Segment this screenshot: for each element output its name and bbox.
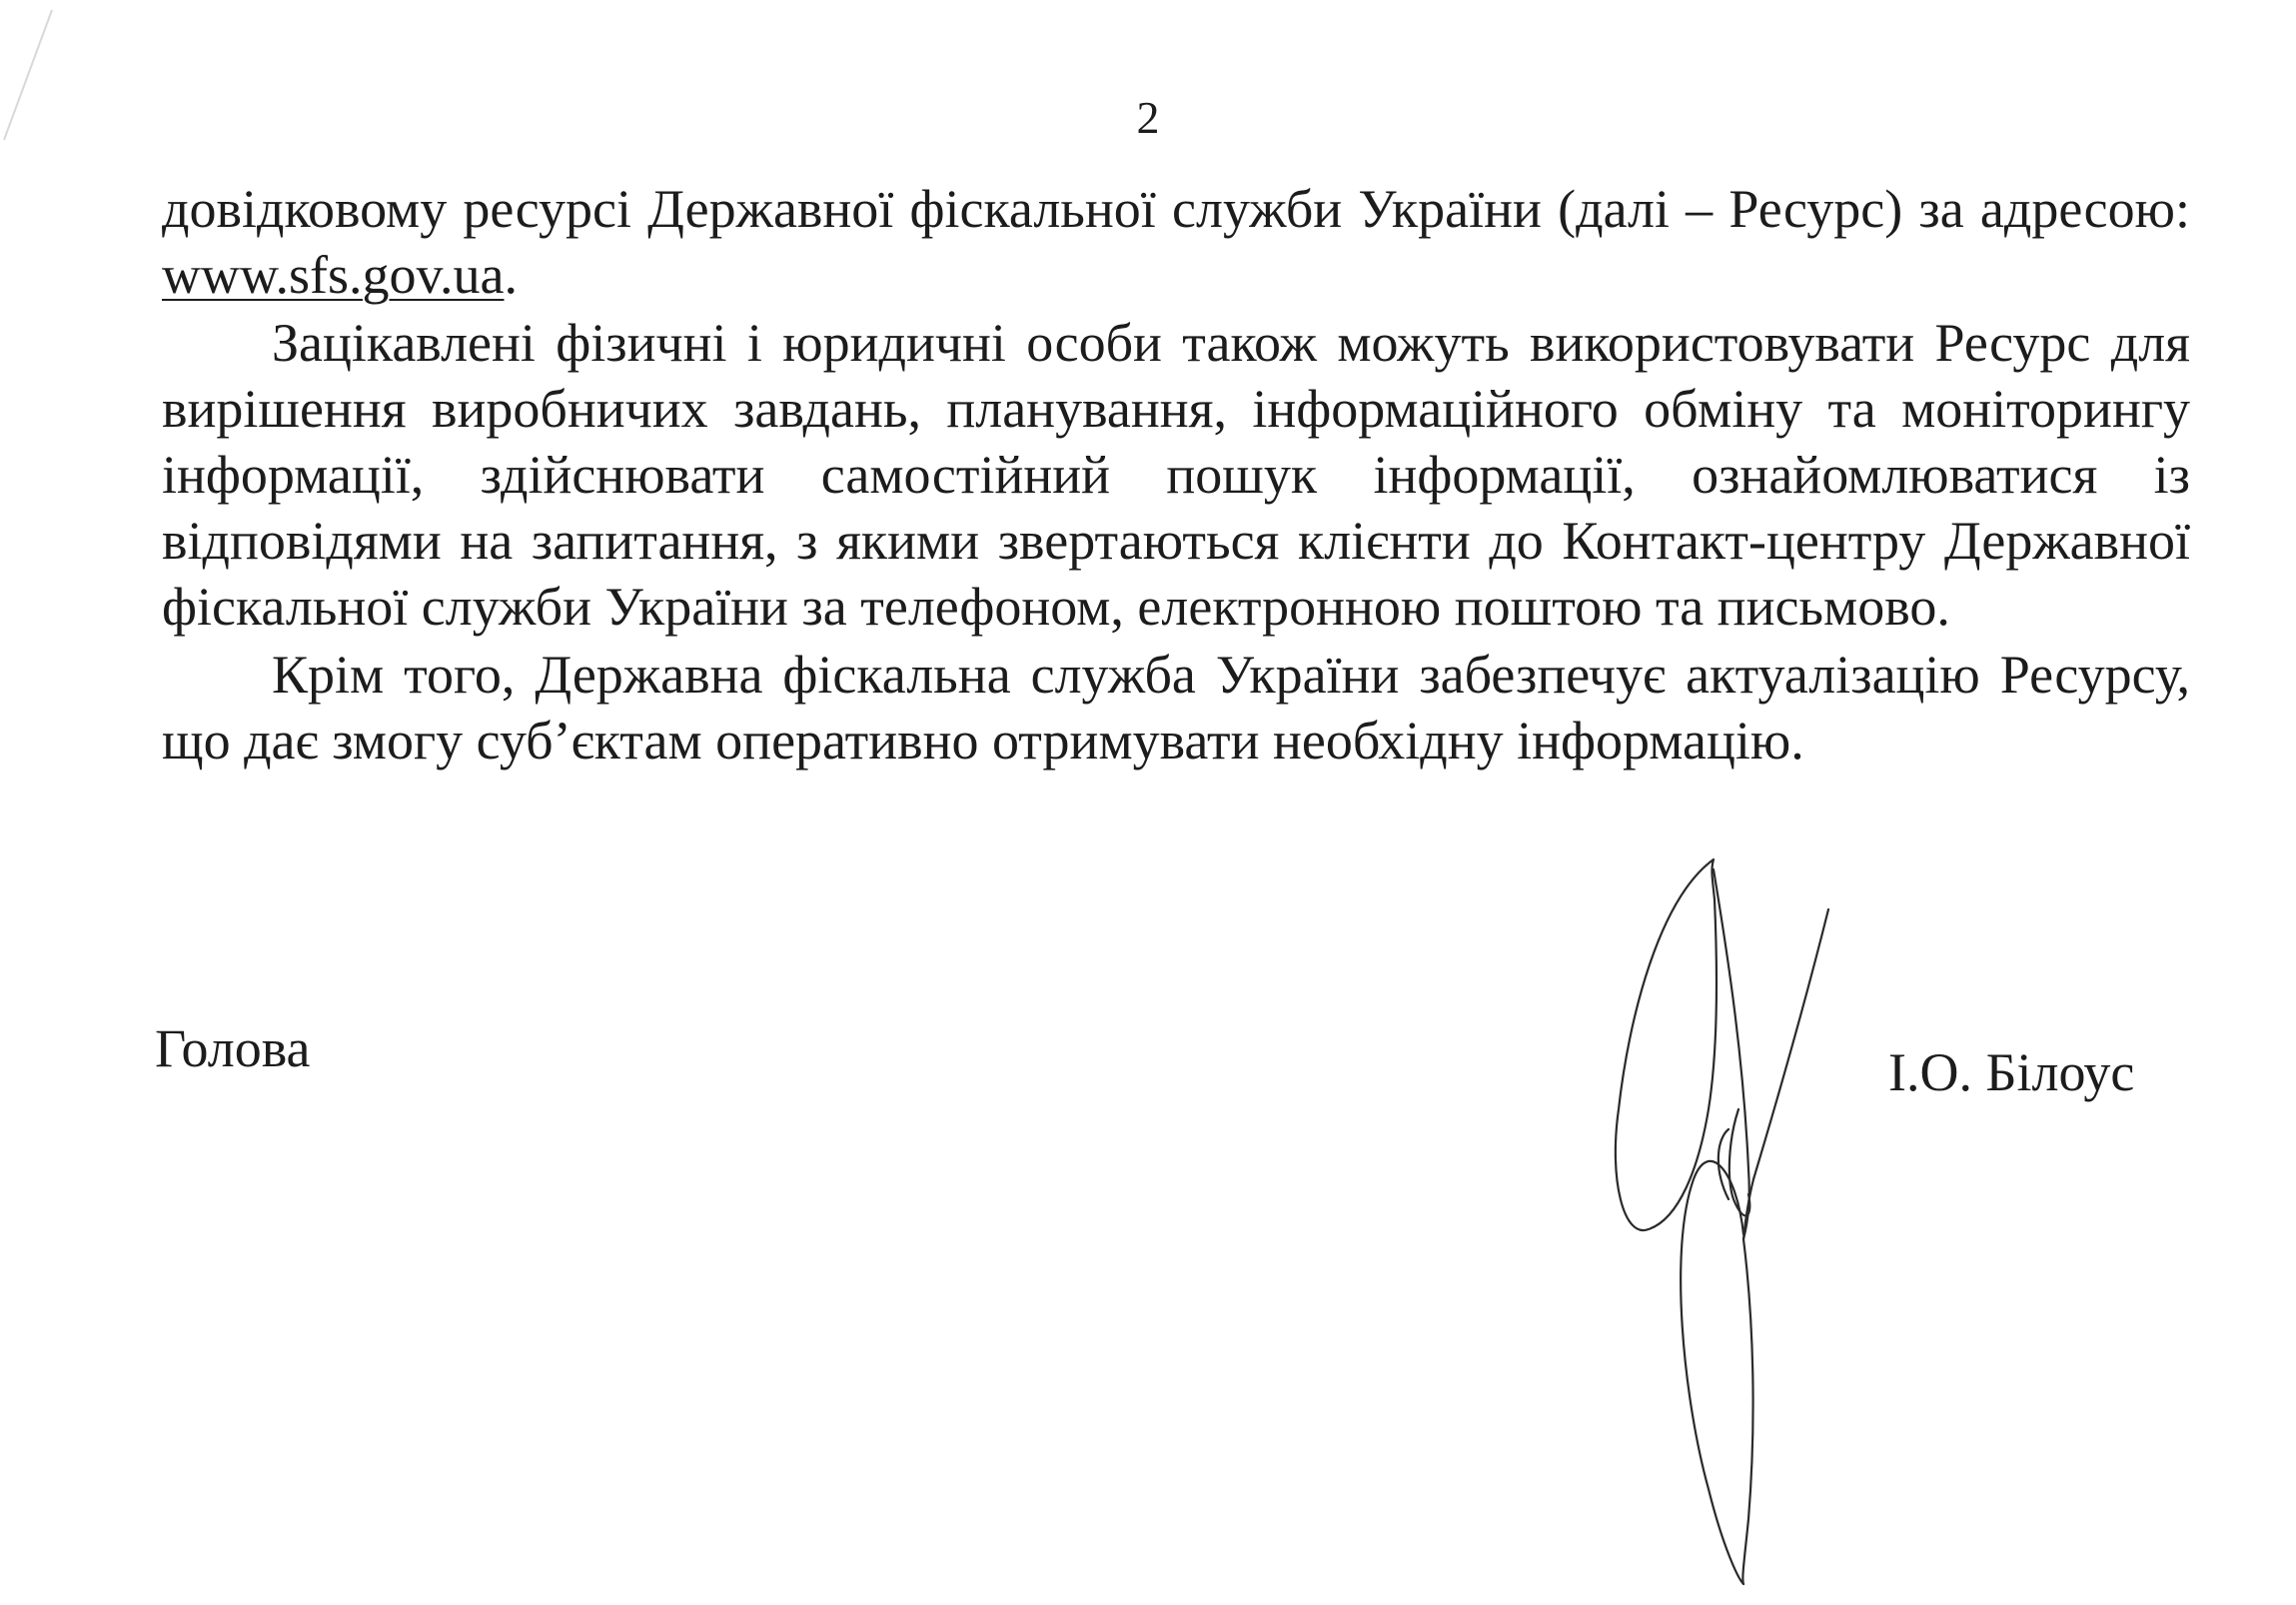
signatory-name: І.О. Білоус xyxy=(1888,1042,2135,1102)
signatory-title: Голова xyxy=(155,1018,311,1078)
letter-body xyxy=(162,176,2190,776)
paragraph-1-text: довідковому ресурсі Державної фіскальної служби України (далі – Ресурс) за адресою: xyxy=(162,179,2190,239)
website-link[interactable]: www.sfs.gov.ua xyxy=(162,245,505,305)
paragraph-1 xyxy=(162,176,2190,308)
paragraph-2: Зацікавлені фізичні і юридичні особи також можуть використовувати Ресурс для вирішення виробничих завдань, планування, інформаційного обміну та моніторингу інформації, здійснювати самостійний пошук інформації, ознайомлюватися із відповідями на запитання, з якими звертаються клієнти до Контакт-центру Державної фіскальної служби України за телефоном, електронною поштою та письмово. xyxy=(162,313,2190,637)
paragraph-1-end: . xyxy=(504,245,518,305)
handwritten-signature-icon xyxy=(1539,839,1868,1599)
page-number: 2 xyxy=(1136,92,1160,143)
paragraph-3: Крім того, Державна фіскальна служба України забезпечує актуалізацію Ресурсу, що дає змогу суб’єктам оперативно отримувати необхідну інформацію. xyxy=(162,645,2190,771)
